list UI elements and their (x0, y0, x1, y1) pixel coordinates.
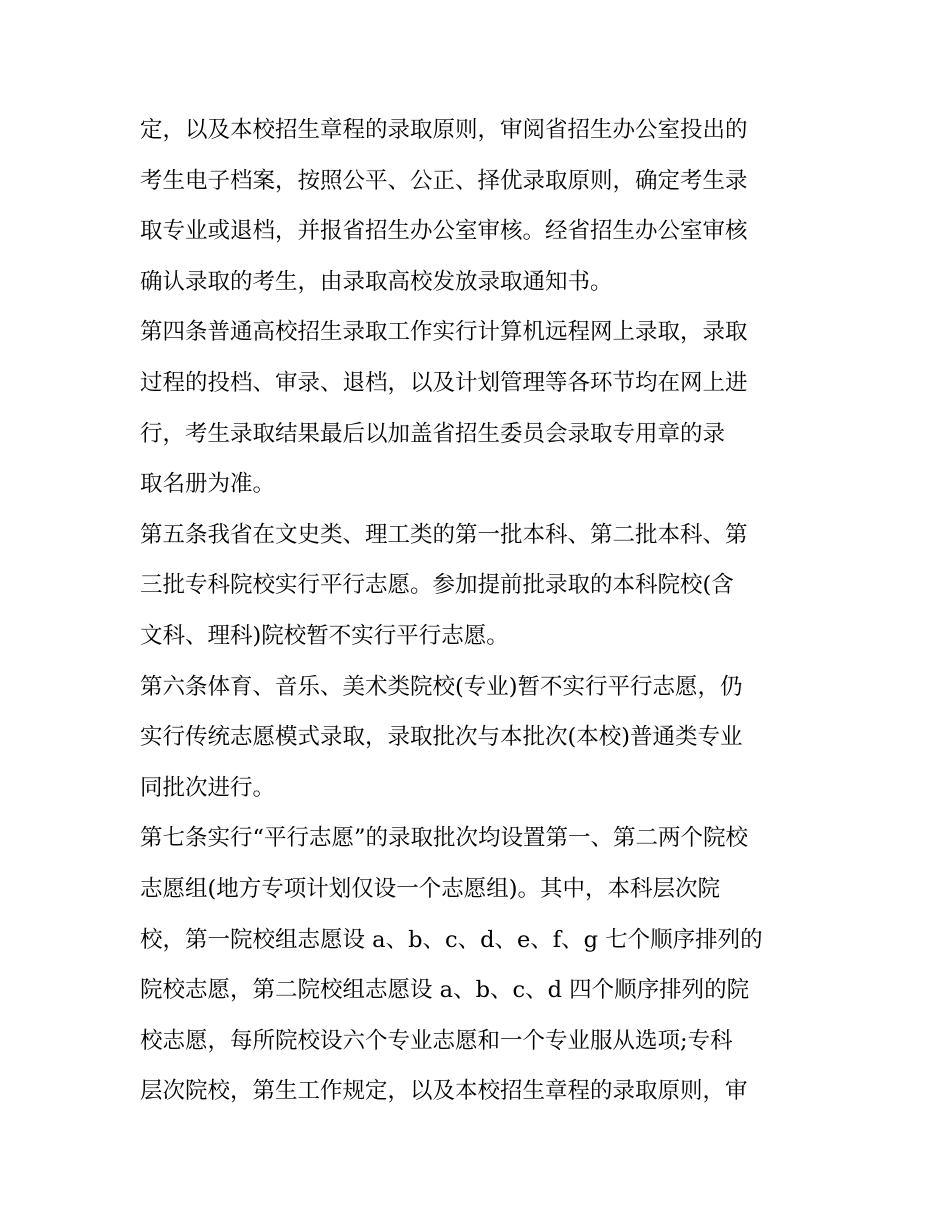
text-line: 过程的投档、审录、退档，以及计划管理等各环节均在网上进 (140, 369, 748, 396)
text-line: 取专业或退档，并报省招生办公室审核。经省招生办公室审核 (140, 218, 748, 245)
document-body (140, 105, 812, 1117)
text-line: 校，第一院校组志愿设 a、b、c、d、e、f、g 七个顺序排列的 (140, 926, 763, 953)
text-line: 文科、理科)院校暂不实行平行志愿。 (140, 622, 509, 649)
text-line: 院校志愿，第二院校组志愿设 a、b、c、d 四个顺序排列的院 (140, 977, 750, 1004)
text-line: 第七条实行“平行志愿”的录取批次均设置第一、第二两个院校 (140, 825, 749, 852)
text-line: 层次院校，第生工作规定，以及本校招生章程的录取原则，审 (140, 1078, 748, 1105)
text-line: 考生电子档案，按照公平、公正、择优录取原则，确定考生录 (140, 167, 748, 194)
text-line: 实行传统志愿模式录取，录取批次与本批次(本校)普通类专业 (140, 724, 743, 751)
text-line: 同批次进行。 (140, 774, 276, 801)
text-line: 第六条体育、音乐、美术类院校(专业)暂不实行平行志愿，仍 (140, 673, 743, 700)
text-line: 志愿组(地方专项计划仅设一个志愿组)。其中，本科层次院 (140, 875, 721, 902)
text-line: 第五条我省在文史类、理工类的第一批本科、第二批本科、第 (140, 521, 748, 548)
text-line: 确认录取的考生，由录取高校发放录取通知书。 (140, 268, 613, 295)
text-line: 取名册为准。 (140, 471, 276, 498)
text-line: 定，以及本校招生章程的录取原则，审阅省招生办公室投出的 (140, 117, 748, 143)
text-line: 行，考生录取结果最后以加盖省招生委员会录取专用章的录 (140, 420, 726, 447)
text-line: 校志愿，每所院校设六个专业志愿和一个专业服从选项;专科 (140, 1027, 733, 1054)
text-line: 三批专科院校实行平行志愿。参加提前批录取的本科院校(含 (140, 572, 734, 599)
text-line: 第四条普通高校招生录取工作实行计算机远程网上录取，录取 (140, 319, 748, 346)
